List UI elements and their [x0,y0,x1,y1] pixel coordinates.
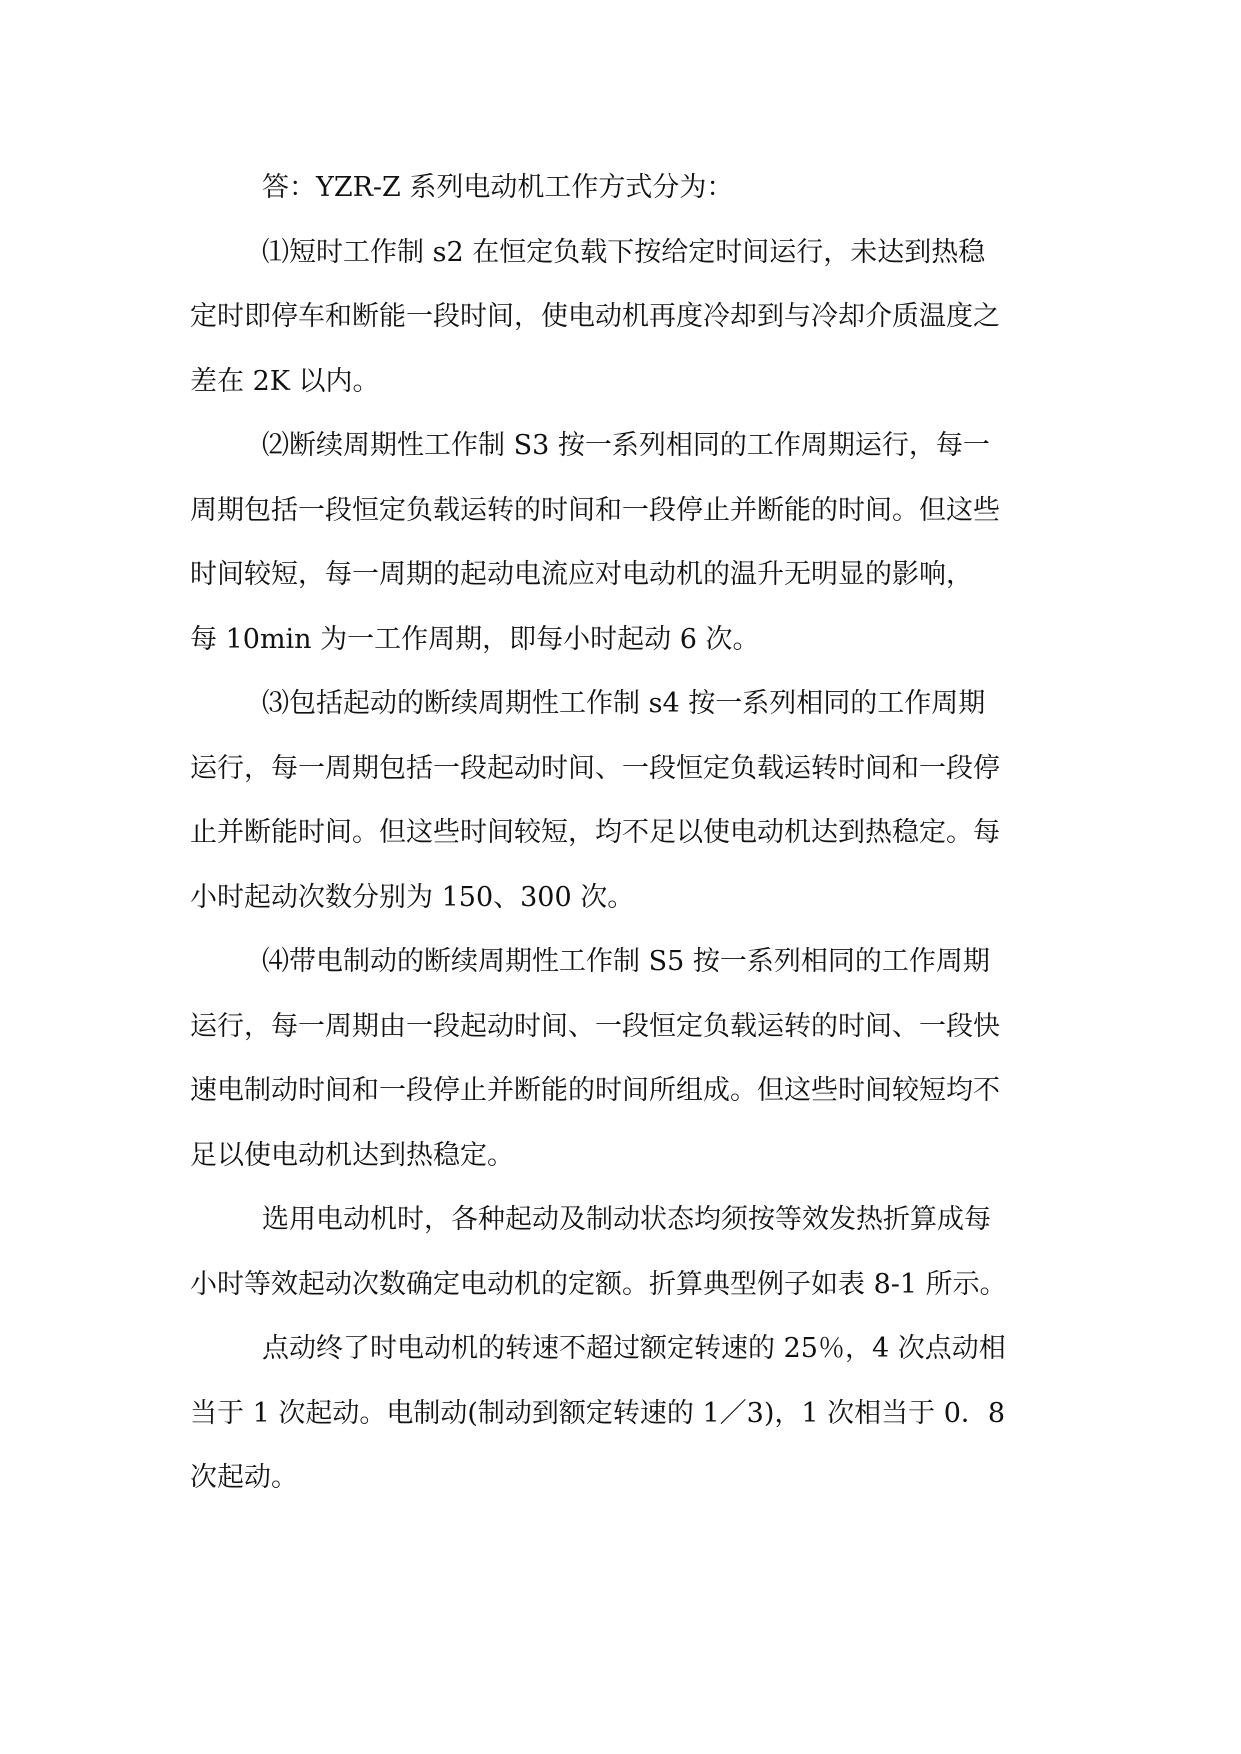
text-line: 速电制动时间和一段停止并断能的时间所组成。但这些时间较短均不 [190,1075,1000,1106]
text-line: 时间较短，每一周期的起动电流应对电动机的温升无明显的影响， [190,559,973,590]
text-line: ⑵断续周期性工作制 S3 按一系列相同的工作周期运行，每一 [262,430,990,461]
text-line: 次起动。 [190,1462,298,1493]
text-line: 足以使电动机达到热稳定。 [190,1139,514,1171]
text-line: 每 10min 为一工作周期，即每小时起动 6 次。 [190,623,760,655]
text-line: 小时等效起动次数确定电动机的定额。折算典型例子如表 8-1 所示。 [190,1268,1007,1300]
document-body [190,156,1060,1511]
paragraph-selection-note [190,1188,1060,1317]
text-line: 小时起动次数分别为 150、300 次。 [190,881,635,913]
text-line: ⑷带电制动的断续周期性工作制 S5 按一系列相同的工作周期 [262,946,990,977]
paragraph-item-2 [190,414,1060,672]
text-line: 答：YZR-Z 系列电动机工作方式分为： [262,172,734,203]
text-line: 差在 2K 以内。 [190,365,380,397]
paragraph-answer-intro [190,156,1060,221]
text-line: 点动终了时电动机的转速不超过额定转速的 25％，4 次点动相 [262,1333,1006,1364]
text-line: 选用电动机时，各种起动及制动状态均须按等效发热折算成每 [262,1204,991,1235]
text-line: 运行，每一周期由一段起动时间、一段恒定负载运转的时间、一段快 [190,1010,1000,1042]
paragraph-inching-note [190,1317,1060,1511]
text-line: 定时即停车和断能一段时间，使电动机再度冷却到与冷却介质温度之 [190,301,1000,332]
text-line: 运行，每一周期包括一段起动时间、一段恒定负载运转时间和一段停 [190,752,1000,784]
text-line: ⑴短时工作制 s2 在恒定负载下按给定时间运行，未达到热稳 [262,236,986,268]
text-line: 周期包括一段恒定负载运转的时间和一段停止并断能的时间。但这些 [190,494,1000,526]
paragraph-item-1 [190,221,1060,415]
paragraph-item-3 [190,672,1060,930]
text-line: 止并断能时间。但这些时间较短，均不足以使电动机达到热稳定。每 [190,817,1000,848]
paragraph-item-4 [190,930,1060,1188]
text-line: ⑶包括起动的断续周期性工作制 s4 按一系列相同的工作周期 [262,688,986,719]
text-line: 当于 1 次起动。电制动(制动到额定转速的 1／3)，1 次相当于 0．8 [190,1397,1006,1429]
